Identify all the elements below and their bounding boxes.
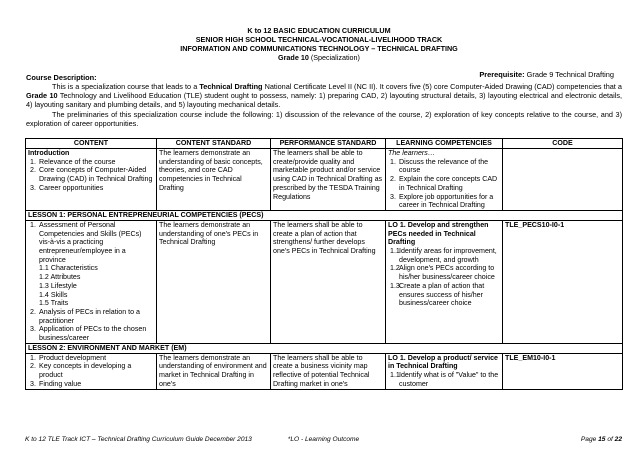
intro-content-cell [26, 149, 157, 211]
footer-note: *LO - Learning Outcome [287, 436, 360, 443]
course-description-p2: The preliminaries of this specialization course include the following: 1) discussion of the relevance of the course, 2) exploration of key concepts relative to the course, and 3) exploration of career opportunities. [26, 110, 622, 129]
course-description-p1: This is a specialization course that leads to a Technical Drafting National Certificate Level II (NC II). It covers five (5) core Computer-Aided Drawing (CAD) competencies that a Grade 10 Technology and Livelihood Education (TLE) student ought to possess, namely: 1) preparing CAD, 2) layouting structural details, 3) layouting electrical and electronic details, 4) layouting sanitary and plumbing details, and 5) layouting mechanical details. [26, 82, 623, 110]
sub-list-item: 1.4 Skills [39, 290, 68, 299]
list-item: 1. Assessment of Personal Competencies and Skills (PECs) vis-à-vis a practicing entrepreneur/employee in a province 1.1 Characteristics 1.2 Attributes 1.3 Lifestyle 1.4 Skills 1.5 Traits [28, 221, 154, 308]
list-item: 3. Application of PECs to the chosen business/career [30, 325, 147, 343]
col-header-content: CONTENT [26, 139, 157, 149]
intro-code [503, 149, 623, 211]
course-description-label: Course Description: [26, 73, 97, 82]
list-item: 3. Career opportunities [30, 183, 104, 192]
prerequisite-label: Prerequisite: [479, 70, 525, 79]
list-item: 3. Finding value [30, 379, 82, 388]
list-item: 1. Product development [30, 353, 107, 362]
intro-content-standard: The learners demonstrate an understanding of basic concepts, theories, and core CAD competencies in Technical Drafting [157, 149, 271, 211]
list-item: 1.2 Align one's PECs according to his/her business/career choice [390, 264, 495, 282]
intro-title: Introduction [28, 149, 70, 157]
footer-document-title: K to 12 TLE Track ICT – Technical Drafting Curriculum Guide December 2013 [25, 436, 252, 443]
table-header-row [26, 139, 623, 149]
lesson-2-performance-standard: The learners shall be able to create a business vicinity map reflective of potential Technical Drafting market in one's [271, 353, 386, 389]
lesson-1-code: TLE_PECS10-I0-1 [503, 220, 623, 343]
col-header-code: CODE [503, 139, 623, 149]
list-item: 1.1 Identify areas for improvement, development, and growth [390, 247, 497, 264]
lesson-2-competencies-cell [386, 353, 503, 389]
learning-outcome: LO 1. Develop and strengthen PECs needed in Technical Drafting [388, 220, 489, 247]
table-row [26, 353, 623, 389]
col-header-performance-standard: PERFORMANCE STANDARD [271, 139, 386, 149]
grade-label: Grade 10 [278, 53, 309, 62]
track-title: SENIOR HIGH SCHOOL TECHNICAL-VOCATIONAL-LIVELIHOOD TRACK [195, 35, 443, 44]
sub-list-item: 1.5 Traits [39, 299, 69, 308]
lesson-1-content-standard: The learners demonstrate an understanding of one's PECs in Technical Drafting [157, 220, 271, 343]
page-number: Page 15 of 22 [580, 436, 622, 443]
lesson-1-competencies-cell [386, 220, 503, 343]
sub-list-item: 1.1 Characteristics [39, 264, 98, 273]
table-row [26, 220, 623, 343]
list-item: 1. Discuss the relevance of the course [390, 157, 489, 175]
intro-performance-standard: The learners shall be able to create/provide quality and marketable product and/or service using CAD in Technical Drafting as prescribed by the TESDA Training Regulations [271, 149, 386, 211]
lesson-1-performance-standard: The learners shall be able to create a plan of action that strengthens/ further develops one's PECs in Technical Drafting [271, 220, 386, 343]
lesson-2-content-standard: The learners demonstrate an understanding of environment and market in Technical Drafting in one's [157, 353, 271, 389]
list-item: 1.3 Create a plan of action that ensures success of his/her business/career choice [390, 281, 485, 308]
prerequisite-value: Grade 9 Technical Drafting [526, 70, 614, 79]
curriculum-title: K to 12 BASIC EDUCATION CURRICULUM [247, 26, 391, 35]
sub-list-item: 1.3 Lifestyle [39, 281, 77, 290]
subject-title: INFORMATION AND COMMUNICATIONS TECHNOLOGY – TECHNICAL DRAFTING [180, 44, 458, 53]
grade-title [0, 53, 638, 62]
col-header-content-standard: CONTENT STANDARD [157, 139, 271, 149]
lesson-2-heading-row [26, 343, 623, 353]
lesson-1-title: LESSON 1: PERSONAL ENTREPRENEURIAL COMPETENCIES (PECS) [26, 210, 623, 220]
list-item: 1. Relevance of the course [30, 157, 116, 166]
list-item: 2. Core concepts of Computer-Aided Drawing (CAD) in Technical Drafting [30, 166, 153, 184]
col-header-learning-competencies: LEARNING COMPETENCIES [386, 139, 503, 149]
sub-list-item: 1.2 Attributes [39, 273, 81, 282]
list-item: 3. Explore job opportunities for a career in Technical Drafting [390, 192, 494, 210]
lesson-1-content-cell [26, 220, 157, 343]
curriculum-table [25, 138, 623, 390]
learners-label: The learners… [388, 149, 435, 157]
list-item: 2. Key concepts in developing a product [30, 362, 132, 380]
grade-specialization: (Specialization) [310, 53, 360, 62]
lesson-2-title: LESSON 2: ENVIRONMENT AND MARKET (EM) [26, 343, 623, 353]
learning-outcome: LO 1. Develop a product/ service in Technical Drafting [388, 353, 498, 371]
prerequisite [479, 70, 614, 79]
list-item: 2. Analysis of PECs in relation to a practitioner [30, 307, 140, 325]
lesson-2-code: TLE_EM10-I0-1 [503, 353, 623, 389]
lesson-2-content-cell [26, 353, 157, 389]
table-row [26, 149, 623, 211]
intro-competencies-cell [386, 149, 503, 211]
lesson-1-heading-row [26, 210, 623, 220]
list-item: 1.1 Identify what is of "Value" to the customer [390, 371, 499, 388]
list-item: 2. Explain the core concepts CAD in Technical Drafting [390, 175, 498, 192]
